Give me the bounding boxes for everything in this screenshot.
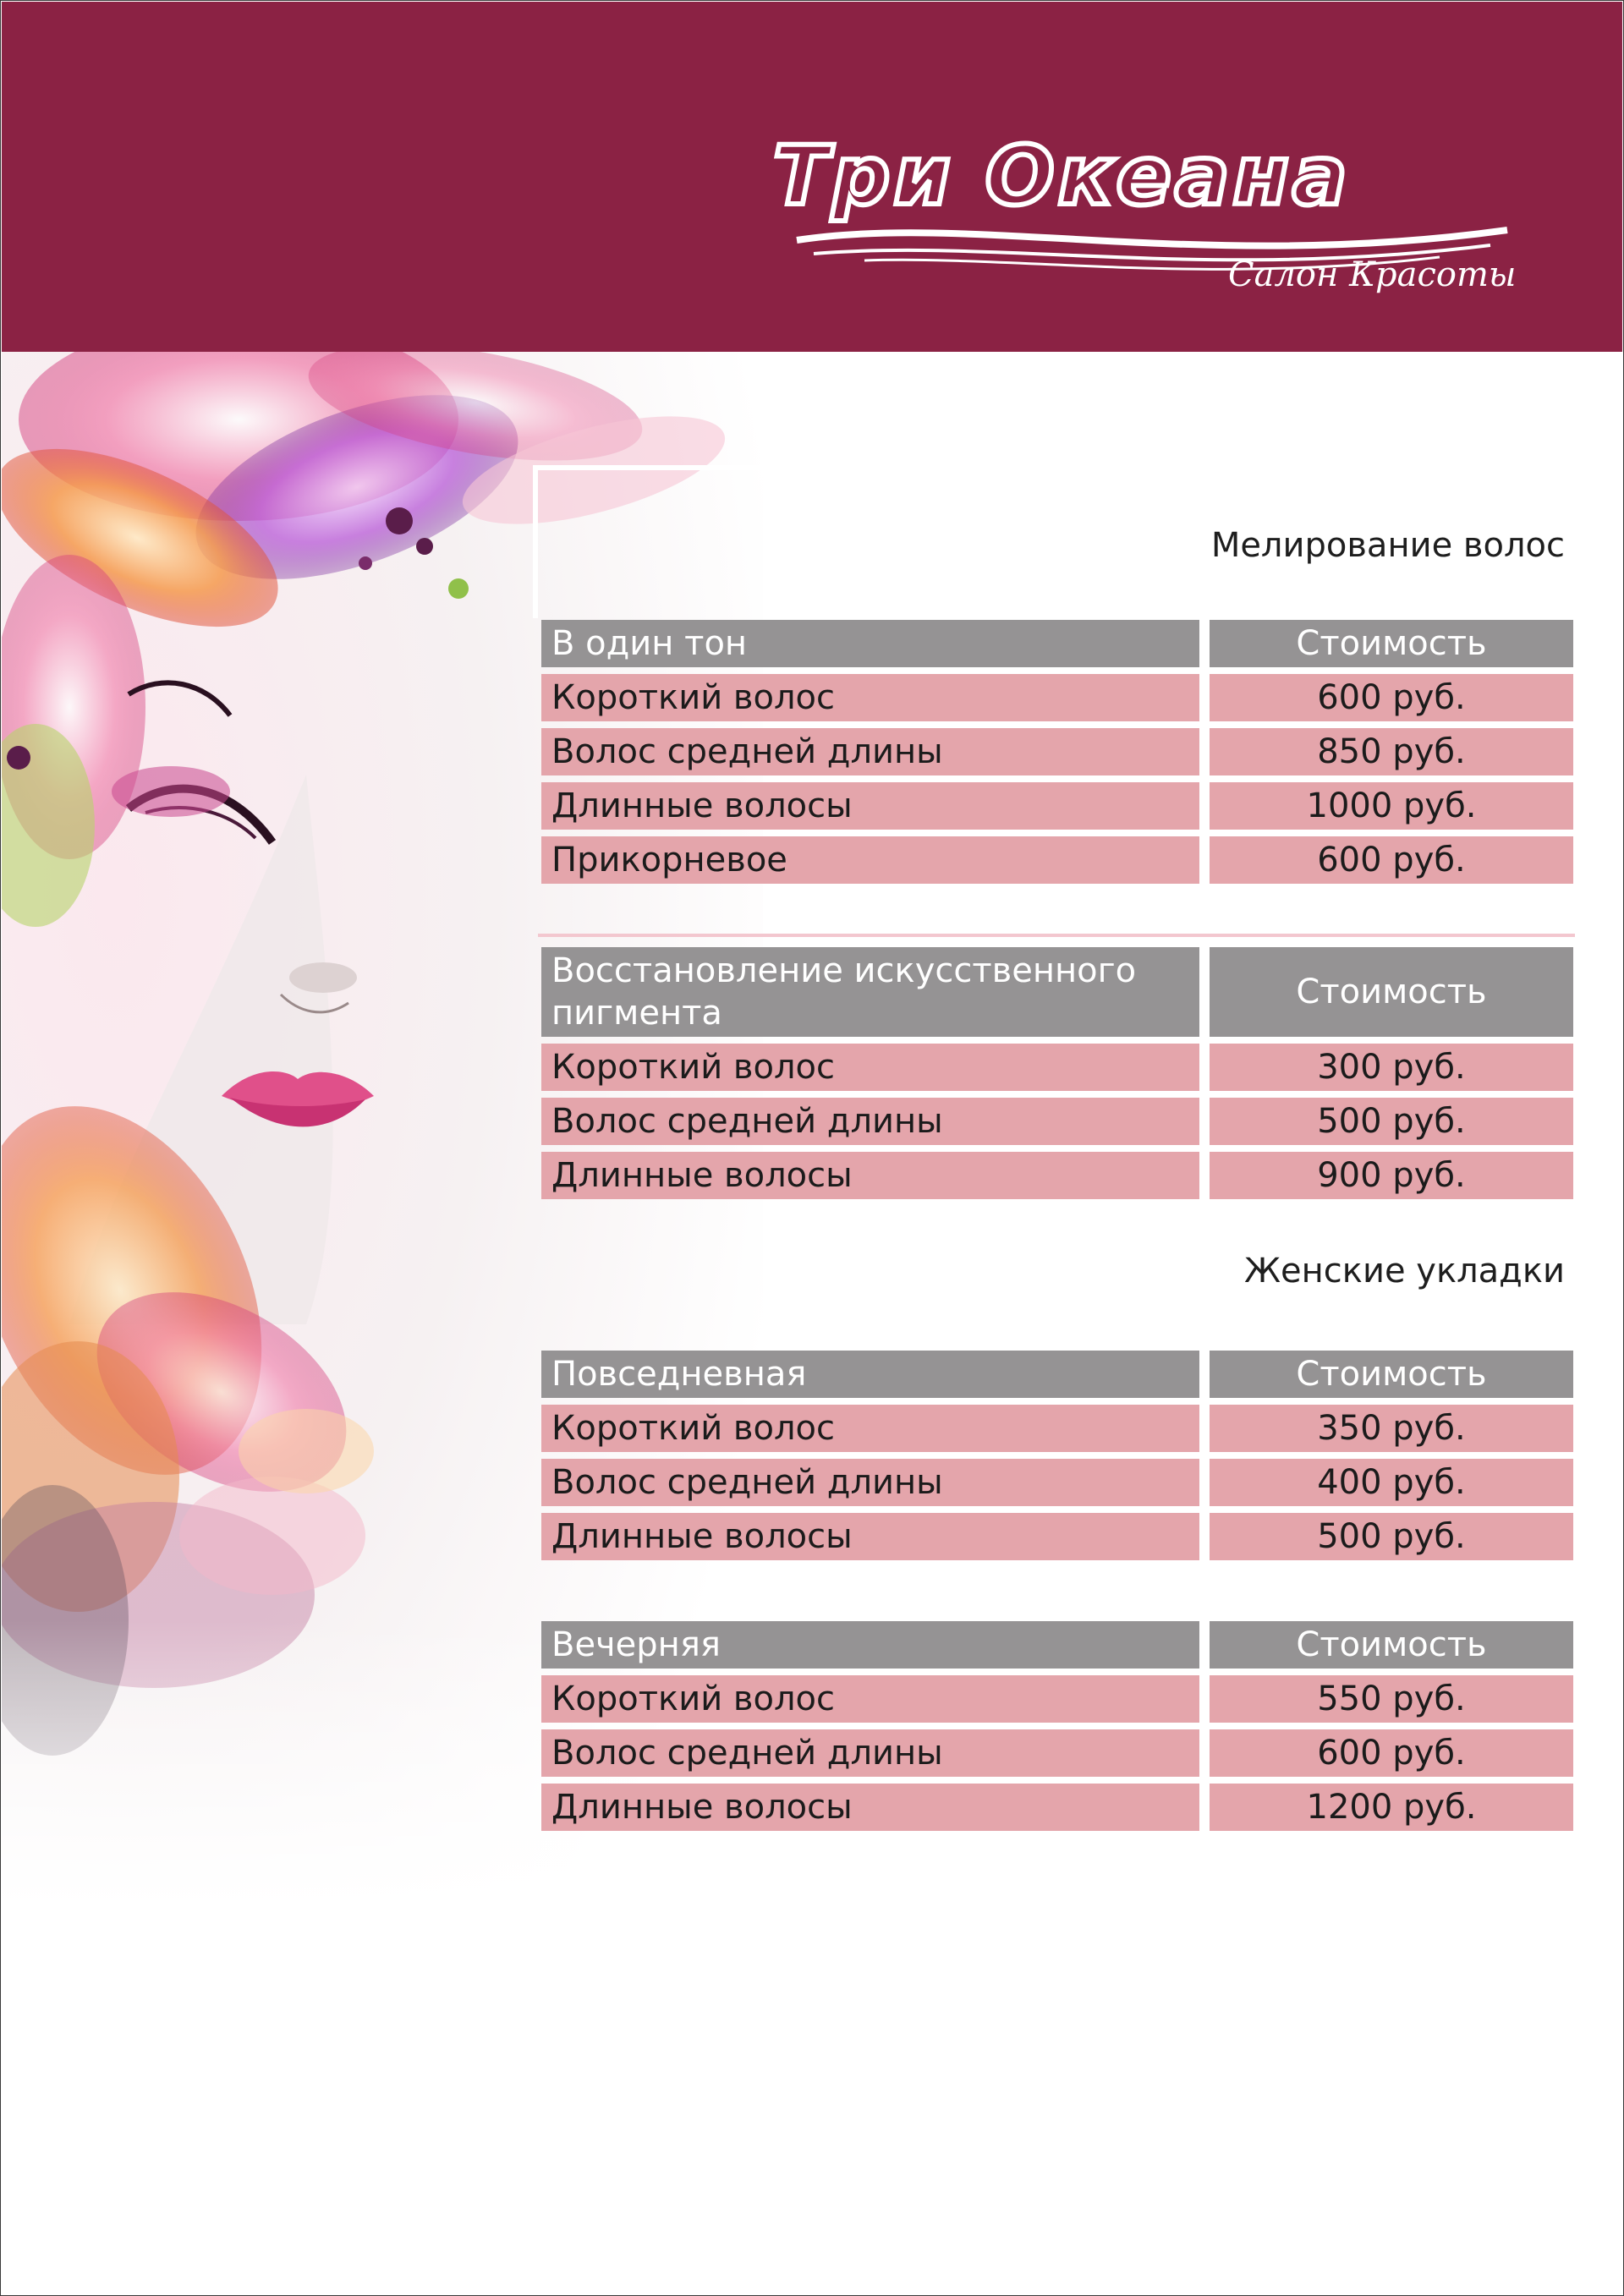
service-price: 900 руб.: [1210, 1152, 1573, 1199]
service-name: Короткий волос: [541, 674, 1199, 721]
table-header-row: [541, 947, 1573, 1037]
divider: [538, 934, 1575, 937]
service-price: 500 руб.: [1210, 1098, 1573, 1145]
table-row: [541, 1152, 1573, 1199]
table-row: [541, 1405, 1573, 1452]
service-header: Повседневная: [541, 1351, 1199, 1398]
price-header: Стоимость: [1210, 1621, 1573, 1669]
price-header: Стоимость: [1210, 1351, 1573, 1398]
price-table: [541, 1621, 1573, 1838]
table-row: [541, 1729, 1573, 1777]
section-title: Мелирование волос: [1210, 526, 1565, 565]
service-header: Восстановление искусственного пигмента: [541, 947, 1199, 1037]
service-name: Длинные волосы: [541, 1513, 1199, 1560]
brand-subtitle: Салон Красоты: [1228, 255, 1517, 294]
price-header: Стоимость: [1210, 947, 1573, 1037]
price-table: [541, 620, 1573, 890]
service-header: В один тон: [541, 620, 1199, 667]
service-price: 350 руб.: [1210, 1405, 1573, 1452]
service-price: 1000 руб.: [1210, 782, 1573, 830]
service-name: Волос средней длины: [541, 1459, 1199, 1506]
service-price: 500 руб.: [1210, 1513, 1573, 1560]
table-header-row: [541, 1621, 1573, 1669]
price-table: [541, 947, 1573, 1206]
service-price: 300 руб.: [1210, 1044, 1573, 1091]
service-price: 600 руб.: [1210, 674, 1573, 721]
table-row: [541, 782, 1573, 830]
table-row: [541, 1675, 1573, 1723]
table-header-row: [541, 1351, 1573, 1398]
brand-name: Три Океана: [773, 129, 1351, 223]
service-name: Короткий волос: [541, 1675, 1199, 1723]
service-header: Вечерняя: [541, 1621, 1199, 1669]
service-name: Волос средней длины: [541, 1729, 1199, 1777]
service-price: 550 руб.: [1210, 1675, 1573, 1723]
table-row: [541, 1098, 1573, 1145]
service-name: Длинные волосы: [541, 782, 1199, 830]
service-price: 1200 руб.: [1210, 1784, 1573, 1831]
service-name: Волос средней длины: [541, 728, 1199, 775]
table-row: [541, 728, 1573, 775]
service-name: Короткий волос: [541, 1044, 1199, 1091]
table-row: [541, 836, 1573, 884]
service-name: Прикорневое: [541, 836, 1199, 884]
service-price: 400 руб.: [1210, 1459, 1573, 1506]
service-name: Волос средней длины: [541, 1098, 1199, 1145]
section-title: Женские укладки: [1243, 1252, 1565, 1290]
service-name: Короткий волос: [541, 1405, 1199, 1452]
price-header: Стоимость: [1210, 620, 1573, 667]
service-name: Длинные волосы: [541, 1784, 1199, 1831]
service-price: 850 руб.: [1210, 728, 1573, 775]
service-price: 600 руб.: [1210, 1729, 1573, 1777]
table-row: [541, 1459, 1573, 1506]
table-header-row: [541, 620, 1573, 667]
table-row: [541, 1044, 1573, 1091]
table-row: [541, 674, 1573, 721]
price-table: [541, 1351, 1573, 1567]
service-price: 600 руб.: [1210, 836, 1573, 884]
table-row: [541, 1784, 1573, 1831]
table-row: [541, 1513, 1573, 1560]
service-name: Длинные волосы: [541, 1152, 1199, 1199]
